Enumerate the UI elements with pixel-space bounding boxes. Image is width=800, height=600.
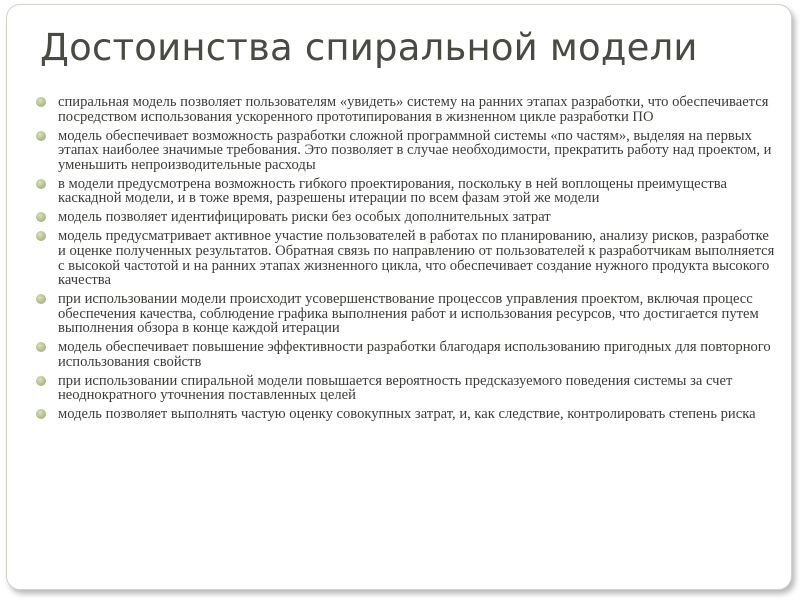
bullet-text: в модели предусмотрена возможность гибкого проектирования, поскольку в ней воплощены преимущества каскадной модели, и в тоже время, разрешены итерации по всем фазам этой же модели xyxy=(58,175,727,207)
bullet-text: модель позволяет идентифицировать риски без особых дополнительных затрат xyxy=(58,209,551,226)
bullet-dot-icon xyxy=(36,97,46,107)
bullet-dot-icon xyxy=(36,376,46,386)
bullet-item xyxy=(36,210,780,225)
bullet-item xyxy=(36,129,780,173)
bullet-item xyxy=(36,374,780,403)
bullet-text: модель обеспечивает возможность разработки сложной программной системы «по частям», выделяя на первых этапах наиболее значимые требования. Это позволяет в случае необходимости, прекратить работу над проектом, и уменьшить непроизводительные расходы xyxy=(58,127,772,173)
bullet-dot-icon xyxy=(36,294,46,304)
bullet-dot-icon xyxy=(36,409,46,419)
bullet-list xyxy=(36,95,780,426)
bullet-text: спиральная модель позволяет пользователям «увидеть» систему на ранних этапах разработки, что обеспечивается посредством использования ускоренного прототипирования в жизненном цикле разработки ПО xyxy=(58,94,769,125)
bullet-dot-icon xyxy=(36,342,46,352)
bullet-text: модель предусматривает активное участие пользователей в работах по планированию, анализу рисков, разработке и оценке полученных результатов. Обратная связь по направлению от пользователей к разработчикам выполняется с высокой частотой и на ранних этапах жизненного цикла, что обеспечивает создание нужного продукта высокого качества xyxy=(58,228,775,289)
bullet-text: модель позволяет выполнять частую оценку совокупных затрат, и, как следствие, контролировать степень риска xyxy=(58,406,756,423)
slide-title: Достоинства спиральной модели xyxy=(40,26,698,69)
bullet-dot-icon xyxy=(36,231,46,241)
bullet-dot-icon xyxy=(36,179,46,189)
bullet-dot-icon xyxy=(36,131,46,141)
bullet-item xyxy=(36,407,780,422)
bullet-item xyxy=(36,95,780,124)
bullet-text: модель обеспечивает повышение эффективности разработки благодаря использованию пригодных для повторного использования свойств xyxy=(58,339,771,370)
bullet-item xyxy=(36,229,780,287)
bullet-item xyxy=(36,292,780,336)
bullet-dot-icon xyxy=(36,212,46,222)
bullet-item xyxy=(36,177,780,206)
bullet-text: при использовании модели происходит усовершенствование процессов управления проектом, включая процесс обеспечения качества, соблюдение графика выполнения работ и использования ресурсов, что достигается путем выполнения обзора в конце каждой итерации xyxy=(58,291,759,337)
bullet-item xyxy=(36,340,780,369)
bullet-text: при использовании спиральной модели повышается вероятность предсказуемого поведения системы за счет неоднократного уточнения поставленных целей xyxy=(58,372,733,404)
